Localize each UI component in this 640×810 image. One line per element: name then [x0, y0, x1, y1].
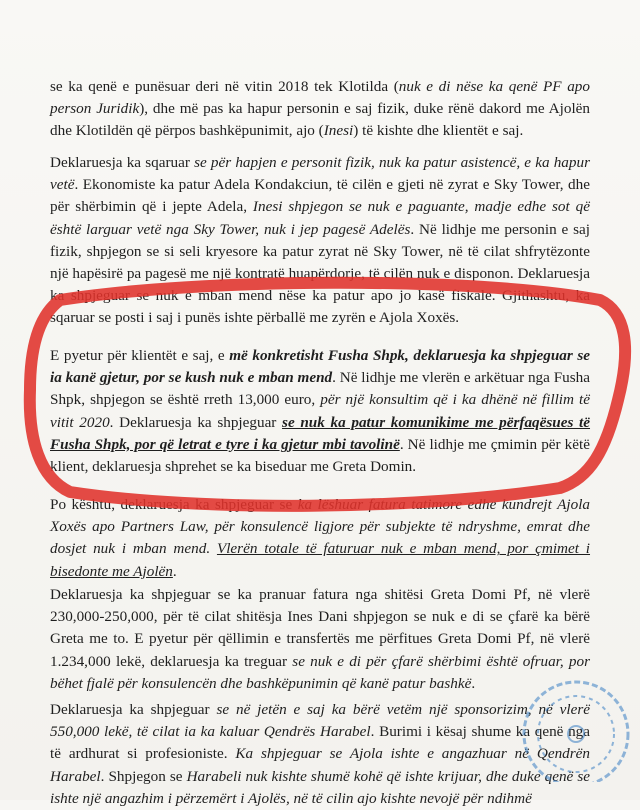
text-run: nuk e di nëse ka qenë PF apo person Juridik — [50, 78, 590, 118]
text-run: për një konsultim që i ka dhënë në fillim të vitit 2020 — [50, 391, 590, 431]
text-run: Deklaruesja ka shpjeguar se ka pranuar fatura nga shitësi Greta Domi Pf, në vlerë 230,000-250,000, për të cilat shitësja Ines Dani shpjegon se nuk e di se çfarë ka bërë Greta me to. E pyetur për qëllimin e transfertës me përfitues Greta Domi Pf, në vlerë 1.234,000 lekë, deklaruesja ka treguar — [50, 586, 590, 670]
text-run: E pyetur për klientët e saj, e — [50, 347, 230, 364]
text-run: se për hapjen e personit fizik, nuk ka patur asistencë, e ka hapur vetë — [50, 154, 590, 194]
text-run: Inesi shpjegon se nuk e paguante, madje edhe sot që është larguar vetë nga Sky Tower, nuk i jep pagesë Adelës — [50, 198, 590, 238]
text-run: se nuk e di për çfarë shërbimi është ofruar, por bëhet fjalë për konsulencën dhe bashkëpunimin që kanë patur bashkë — [50, 652, 590, 692]
paragraph-greta-domi-invoices — [50, 584, 590, 695]
text-run: se ka qenë e punësuar deri në vitin 2018 tek Klotilda ( — [50, 78, 399, 95]
text-run: më konkretisht Fusha Shpk, deklaruesja ka shpjeguar se ia kanë gjetur, por se kush nuk e mban mend — [50, 347, 591, 387]
text-run: Inesi — [323, 122, 354, 140]
text-run: ) të kishte dhe klientët e saj. — [353, 122, 524, 140]
paragraph-employment-history — [50, 76, 590, 143]
paragraph-sponsorship — [50, 699, 590, 810]
text-run: . Deklaruesja ka shpjeguar — [109, 413, 283, 431]
text-run: ), dhe më pas ka hapur personin e saj fizik, duke rënë dakord me Ajolën dhe Klotildën që përpos bashkëpunimit, ajo ( — [50, 100, 590, 140]
text-run: . Në lidhje me personin e saj fizik, shpjegon se si seli kryesore ka patur zyrat në Sky Tower, në të cilat shfrytëzonte një hapësirë pa pagesë me një kontratë huapërdorje, të cilën nuk e disponon. Deklaruesja ka shpjeguar se nuk e mban mend nëse ka patur apo jo kasë fiskale. Gjithashtu, ka sqaruar se posti i saj i punës ishte përballë me zyrën e Ajola Xoxës. — [50, 220, 590, 327]
paragraph-fusha-shpk-clients — [50, 345, 590, 478]
text-run: Deklaruesja ka shpjeguar — [50, 701, 217, 718]
text-run: Ka shpjeguar se Ajola ishte e angazhuar në Qendrën Harabel — [50, 745, 591, 785]
text-run: se në jetën e saj ka bërë vetëm një sponsorizim, në vlerë 550,000 lekë, të cilat ia ka kaluar Qendrës Harabel — [50, 701, 590, 741]
official-stamp — [512, 672, 632, 782]
paragraph-tax-invoices — [50, 494, 590, 583]
text-run: . Burimi i kësaj shume ka qenë nga të ardhurat si profesioniste. — [50, 723, 591, 763]
text-run: . Shpjegon se — [100, 767, 187, 785]
text-run: Po kështu, deklaruesja ka shpjeguar se — [50, 496, 298, 513]
text-run: . — [471, 674, 476, 692]
text-run: se nuk ka patur komunikime me përfaqësues të Fusha Shpk, por që letrat e tyre i ka gjetur mbi tavolinë — [50, 413, 591, 453]
text-run: . Ekonomiste ka patur Adela Kondakciun, të cilën e gjeti në zyrat e Sky Tower, dhe për shërbimin që i jepte Adela, — [50, 176, 590, 216]
text-run: . Në lidhje me çmimin për këtë klient, deklaruesja shprehet se ka biseduar me Greta Domin. — [50, 435, 590, 476]
text-run: Vlerën totale të faturuar nuk e mban mend, por çmimet i bisedonte me Ajolën — [50, 540, 591, 580]
text-run: . Në lidhje me vlerën e arkëtuar nga Fusha Shpk, shpjegon se është rreth 13,000 euro, — [50, 369, 590, 409]
text-run: ka lëshuar fatura tatimore edhe kundrejt Ajola Xoxës apo Partners Law, për konsulencë ligjore për subjekte të ndryshme, emrat dhe dosjet nuk i mban mend. — [50, 496, 591, 558]
paragraph-personal-business-setup — [50, 152, 590, 330]
text-run: Deklaruesja ka sqaruar — [50, 154, 195, 171]
text-run: . — [172, 562, 177, 580]
text-run: Harabeli nuk kishte shumë kohë që ishte krijuar, dhe duke qenë se ishte një angazhim i përzemërt i Ajolës, në të cilin ajo kishte nevojë për ndihmë — [50, 767, 590, 807]
